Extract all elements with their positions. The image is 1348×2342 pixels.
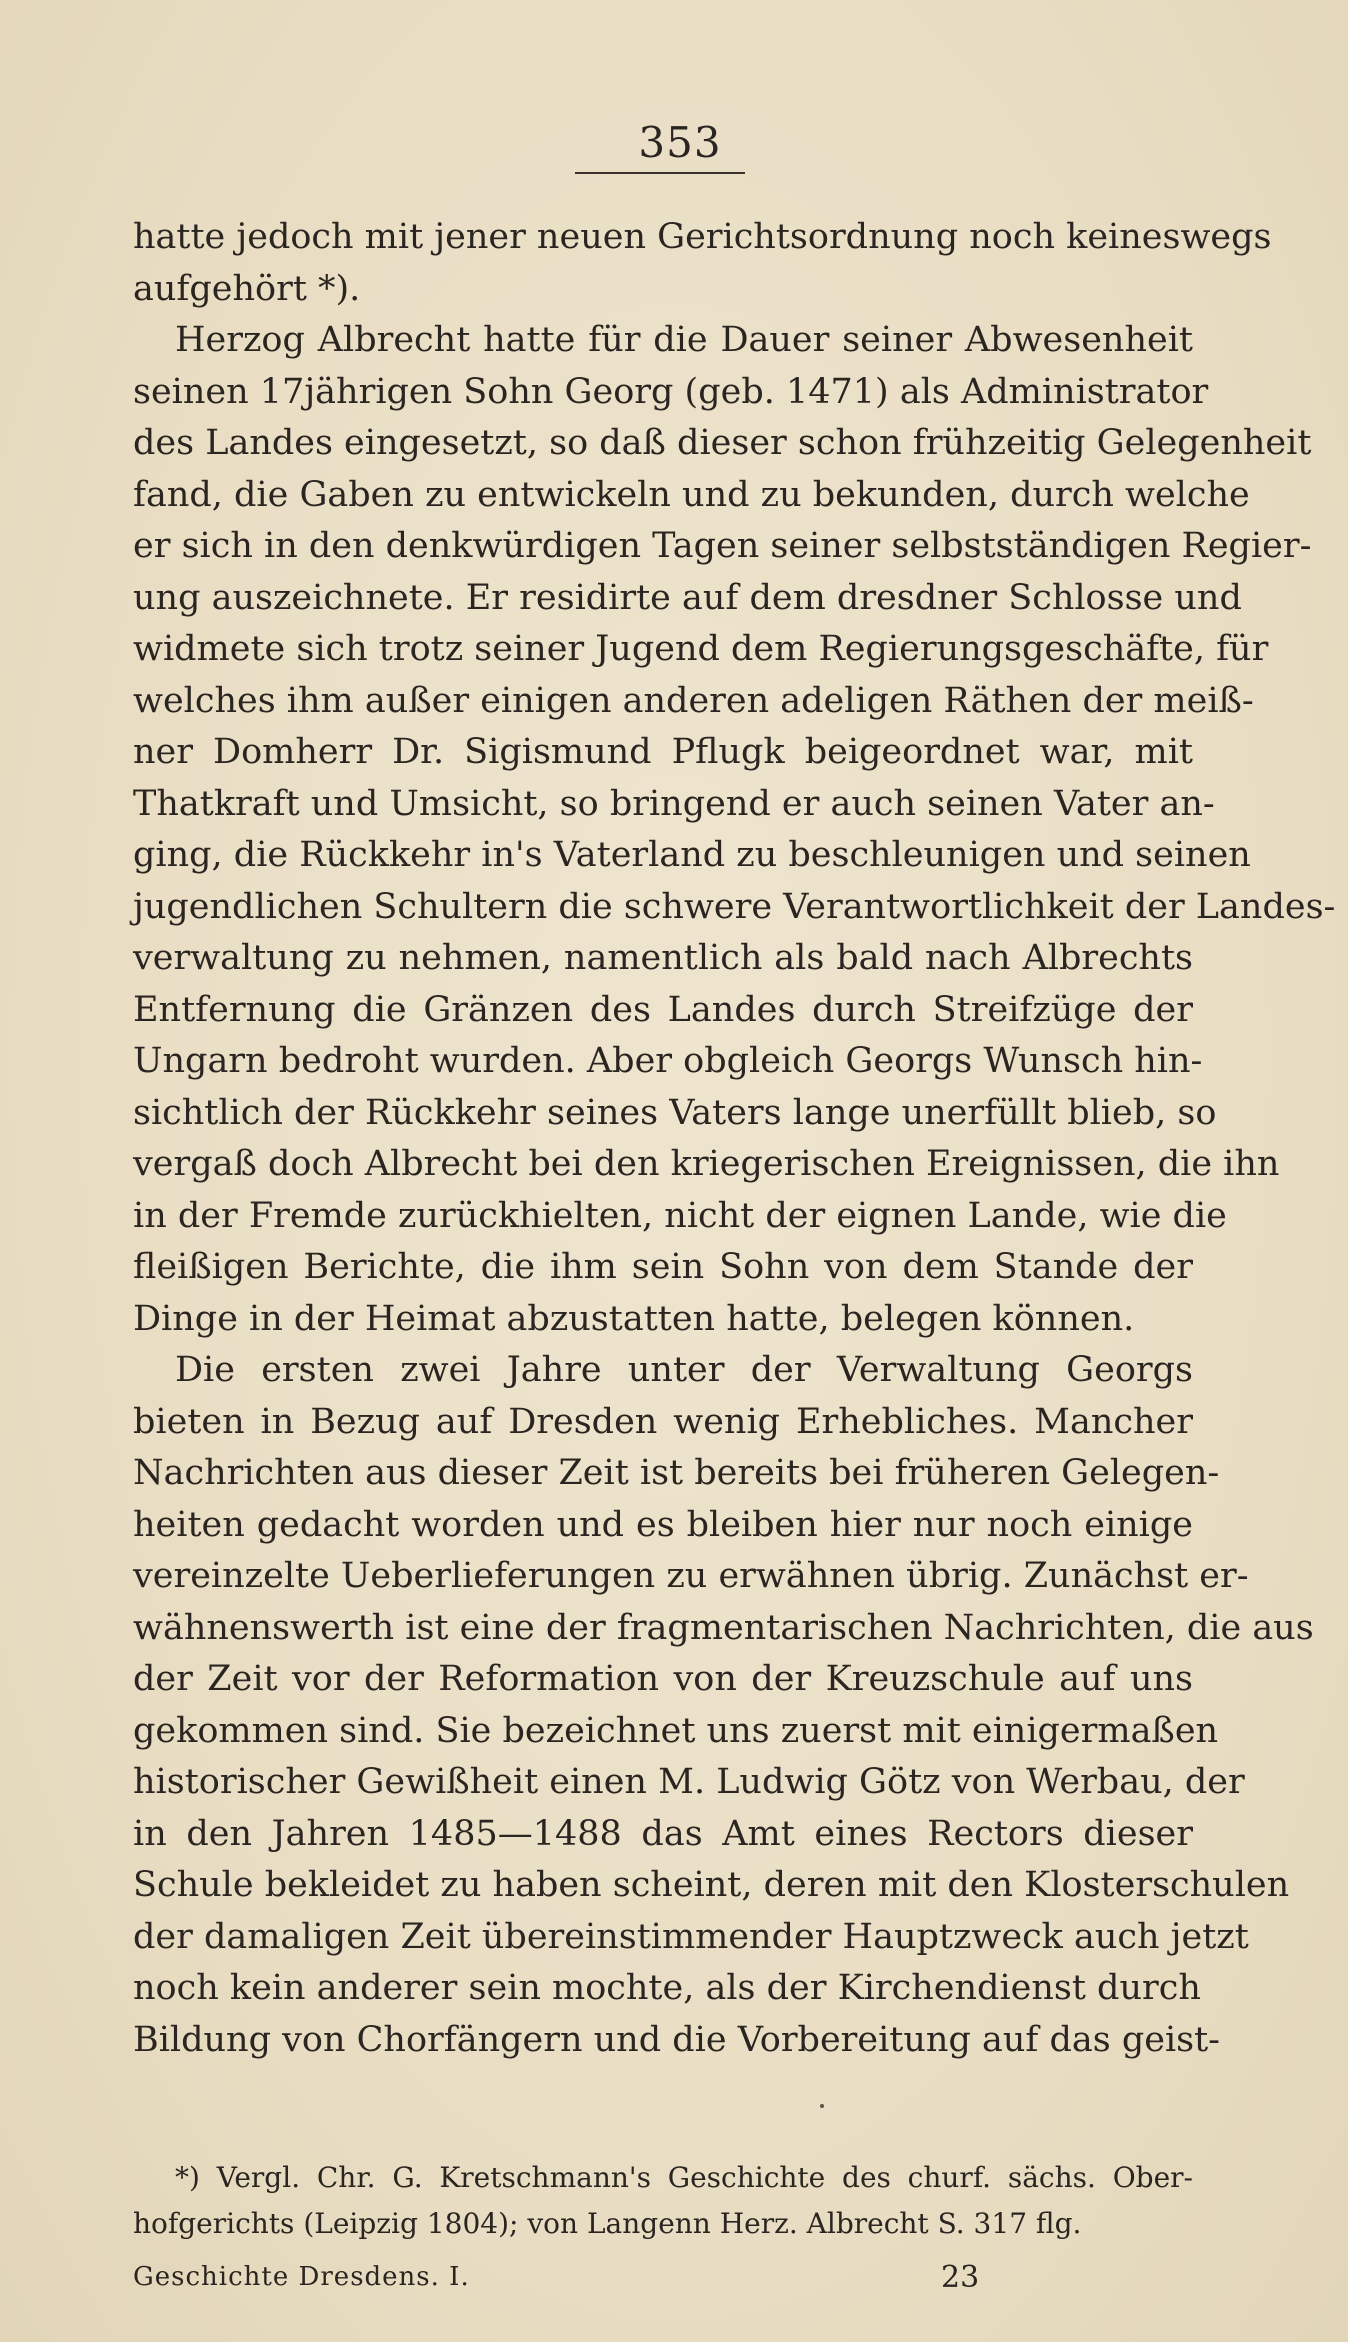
ink-speck [820,2104,824,2108]
text-line: der Zeit vor der Reformation von der Kreuzschule auf uns [133,1659,1193,1699]
text-line: bieten in Bezug auf Dresden wenig Erhebliches. Mancher [133,1401,1193,1442]
text-line: historischer Gewißheit einen M. Ludwig Götz von Werbau, der [133,1762,1245,1802]
text-line: Bildung von Chorfängern und die Vorbereitung auf das geist- [133,2019,1220,2060]
text-line: noch kein anderer sein mochte, als der Kirchendienst durch [133,1968,1201,2008]
footnote-line: hofgerichts (Leipzig 1804); von Langenn Herz. Albrecht S. 317 flg. [133,2207,1082,2240]
signature-number: 23 [941,2260,980,2295]
text-line: Thatkraft und Umsicht, so bringend er auch seinen Vater an- [133,783,1215,824]
text-line: Dinge in der Heimat abzustatten hatte, belegen können. [133,1298,1135,1339]
text-line: des Landes eingesetzt, so daß dieser schon frühzeitig Gelegenheit [133,423,1312,463]
text-line: der damaligen Zeit übereinstimmender Hauptzweck auch jetzt [133,1916,1249,1957]
text-line: hatte jedoch mit jener neuen Gerichtsordnung noch keineswegs [133,217,1272,257]
text-line: welches ihm außer einigen anderen adeligen Räthen der meiß- [133,680,1254,721]
footnote-line: *) Vergl. Chr. G. Kretschmann's Geschichte des churf. sächs. Ober- [175,2161,1193,2194]
text-line: verwaltung zu nehmen, namentlich als bald nach Albrechts [133,938,1193,978]
body-text [133,212,1336,2066]
text-line: Nachrichten aus dieser Zeit ist bereits bei früheren Gelegen- [133,1453,1220,1493]
text-line: Herzog Albrecht hatte für die Dauer seiner Abwesenheit [175,320,1193,360]
text-line: vereinzelte Ueberlieferungen zu erwähnen übrig. Zunächst er- [133,1556,1249,1596]
text-line: sichtlich der Rückkehr seines Vaters lange unerfüllt blieb, so [133,1092,1217,1133]
text-line: in den Jahren 1485—1488 das Amt eines Rectors dieser [133,1813,1193,1854]
text-line: ner Domherr Dr. Sigismund Pflugk beigeordnet war, mit [133,732,1193,772]
text-line: seinen 17jährigen Sohn Georg (geb. 1471) als Administrator [133,371,1209,412]
text-line: in der Fremde zurückhielten, nicht der eignen Lande, wie die [133,1195,1227,1236]
text-line: ging, die Rückkehr in's Vaterland zu beschleunigen und seinen [133,835,1251,875]
text-line: Ungarn bedroht wurden. Aber obgleich Georgs Wunsch hin- [133,1041,1203,1081]
text-line: aufgehört *). [133,268,361,309]
text-line: wähnenswerth ist eine der fragmentarischen Nachrichten, die aus [133,1607,1314,1648]
text-line: Schule bekleidet zu haben scheint, deren mit den Klosterschulen [133,1865,1290,1905]
text-line: fand, die Gaben zu entwickeln und zu bekunden, durch welche [133,474,1250,515]
text-line: heiten gedacht worden und es bleiben hier nur noch einige [133,1504,1193,1545]
printer-signature [133,2262,1193,2302]
text-line: vergaß doch Albrecht bei den kriegerischen Ereignissen, die ihn [133,1144,1280,1184]
text-line: Entfernung die Gränzen des Landes durch Streifzüge der [133,989,1193,1030]
signature-label: Geschichte Dresdens. I. [133,2262,470,2292]
text-line: Die ersten zwei Jahre unter der Verwaltung Georgs [175,1350,1193,1390]
text-line: jugendlichen Schultern die schwere Verantwortlichkeit der Landes- [133,886,1336,927]
text-line: gekommen sind. Sie bezeichnet uns zuerst mit einigermaßen [133,1710,1219,1751]
footnotes [133,2155,1193,2247]
text-line: widmete sich trotz seiner Jugend dem Regierungsgeschäfte, für [133,629,1269,669]
text-line: er sich in den denkwürdigen Tagen seiner selbstständigen Regier- [133,526,1312,566]
page-number: 353 [638,118,722,167]
header-rule [575,172,745,174]
text-line: fleißigen Berichte, die ihm sein Sohn von dem Stande der [133,1247,1193,1287]
text-line: ung auszeichnete. Er residirte auf dem dresdner Schlosse und [133,577,1242,618]
